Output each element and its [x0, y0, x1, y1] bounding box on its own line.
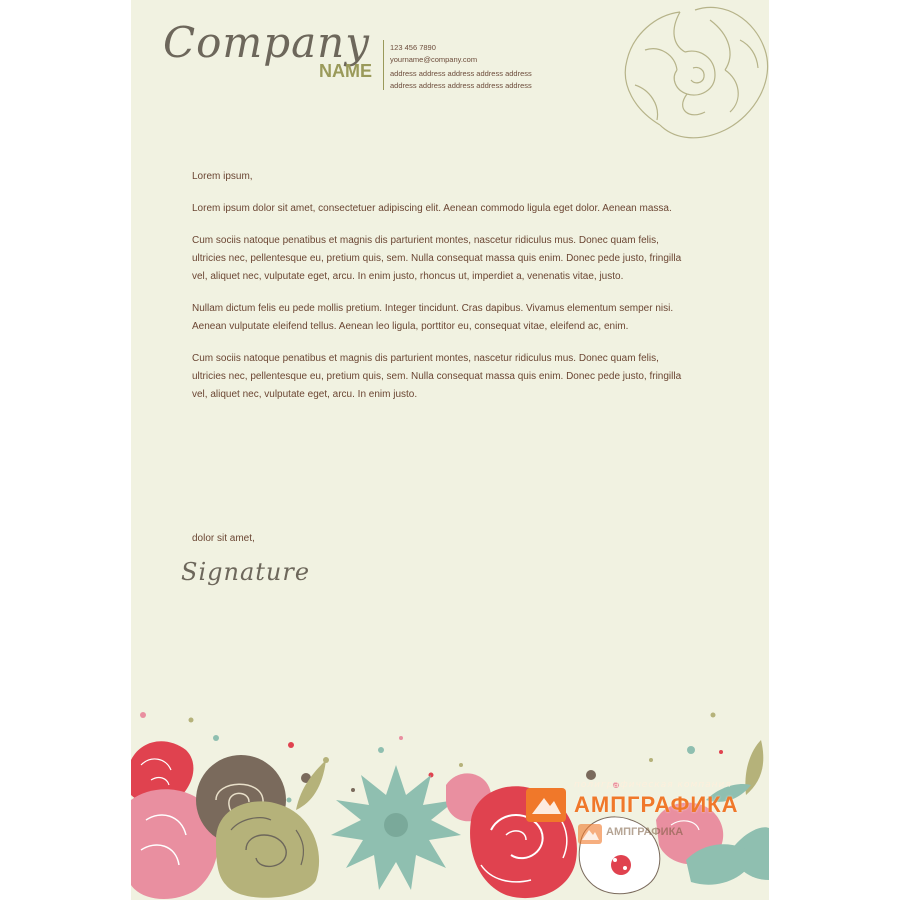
watermark-brand-small: АМПГРАФИКА	[606, 826, 684, 838]
letter-greeting: Lorem ipsum,	[192, 171, 253, 182]
watermark-logo-small-icon	[578, 824, 602, 844]
letter-paragraph-2: Cum sociis natoque penatibus et magnis dis parturient montes, nascetur ridiculus mus. Donec quam felis, ultricies nec, pellentesque eu, pretium quis, sem. Nulla consequat massa quis enim. Donec pede justo, fringilla vel, aliquet nec, vulputate eget, arcu. In enim justo, rhoncus ut, imperdiet a, venenatis vitae, justo.	[192, 235, 682, 282]
header-divider	[383, 40, 384, 90]
watermark-logo-icon	[526, 788, 566, 822]
watermark-tagline: полиграфическая компания	[574, 780, 732, 790]
letter-paragraph-1: Lorem ipsum dolor sit amet, consectetuer adipiscing elit. Aenean commodo ligula eget dolor. Aenean massa.	[192, 203, 672, 214]
letter-closing: dolor sit amet,	[192, 533, 255, 544]
contact-phone: 123 456 7890	[390, 43, 436, 52]
company-script-logo: Company	[163, 18, 370, 67]
contact-address-line-2: address address address address address	[390, 81, 532, 90]
letter-paragraph-4: Cum sociis natoque penatibus et magnis dis parturient montes, nascetur ridiculus mus. Donec quam felis, ultricies nec, pellentesque eu, pretium quis, sem. Nulla consequat massa quis enim. Donec pede justo, fringilla vel, aliquet nec, vulputate eget, arcu. In enim justo.	[192, 353, 682, 400]
signature: Signature	[181, 558, 311, 586]
rose-outline-icon	[615, 0, 769, 150]
contact-block	[390, 42, 532, 92]
company-name-logo: NAME	[319, 61, 372, 81]
watermark-brand: АМПГРАФИКА	[574, 792, 739, 817]
letterhead-page	[131, 0, 769, 900]
contact-email: yourname@company.com	[390, 55, 478, 64]
letter-body	[192, 168, 692, 418]
contact-address-line-1: address address address address address	[390, 69, 532, 78]
letter-paragraph-3: Nullam dictum felis eu pede mollis pretium. Integer tincidunt. Cras dapibus. Vivamus elementum semper nisi. Aenean vulputate eleifend tellus. Aenean leo ligula, porttitor eu, consequat vitae, eleifend ac, enim.	[192, 303, 674, 332]
